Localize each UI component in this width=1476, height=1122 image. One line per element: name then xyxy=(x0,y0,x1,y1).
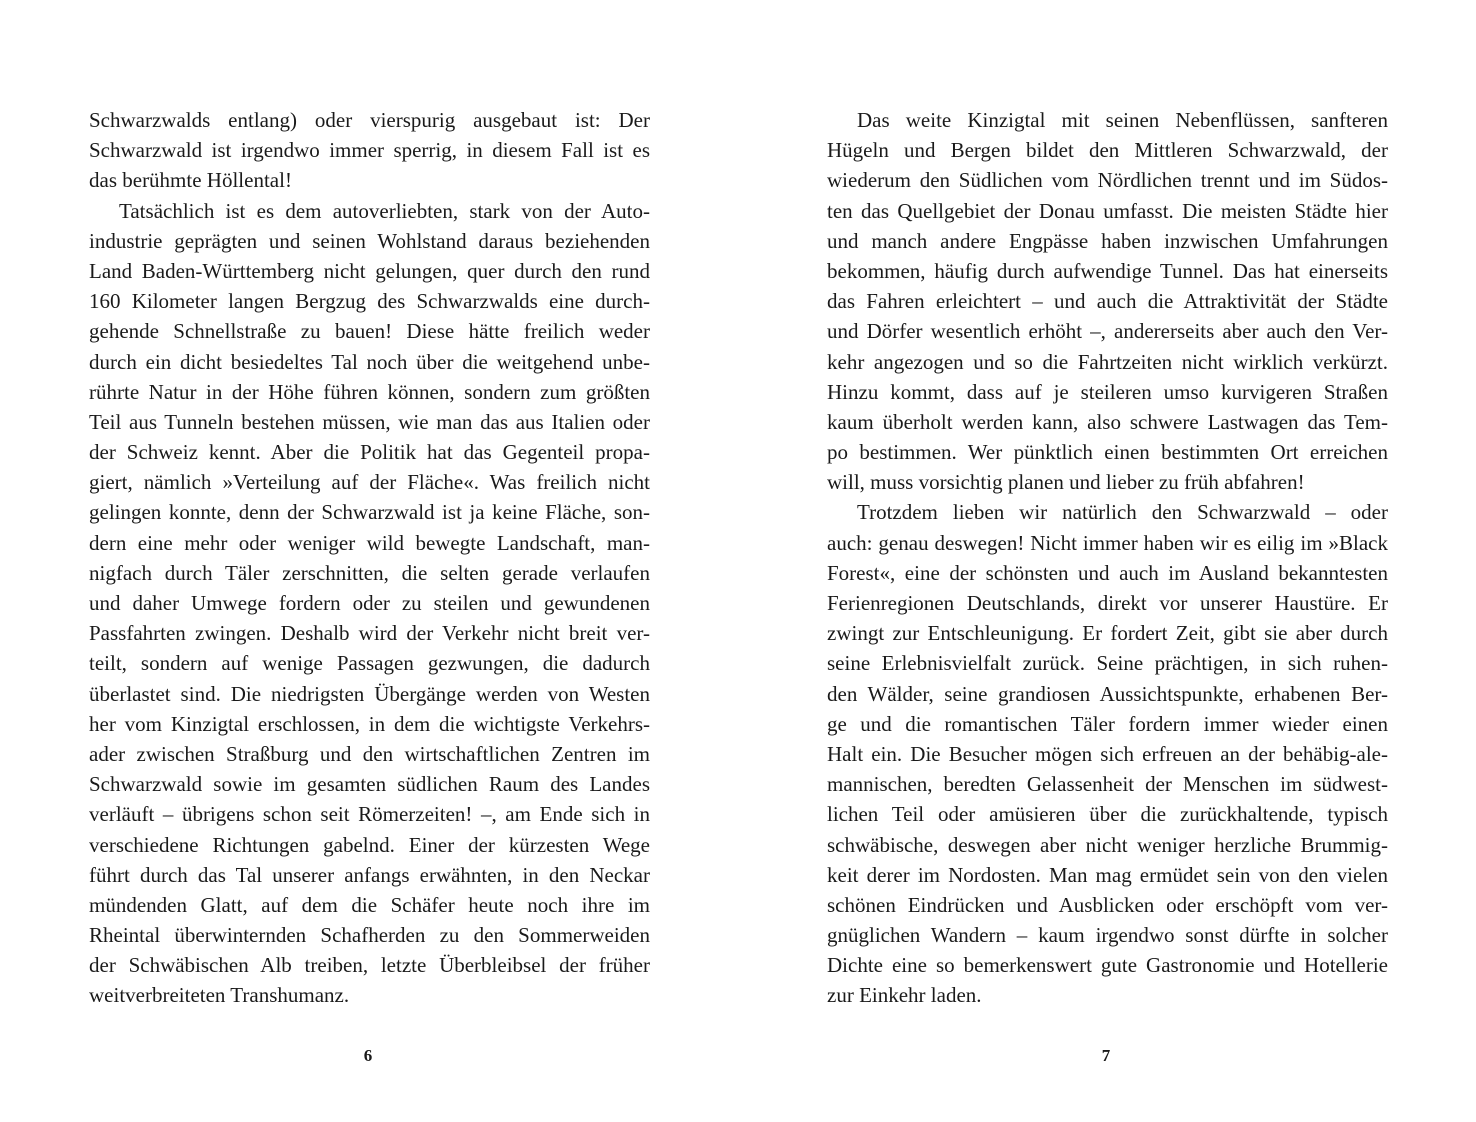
text-line: keit derer im Nordosten. Man mag ermüdet sein von den vielen xyxy=(827,862,1388,887)
text-line: und manch andere Engpässe haben inzwischen Umfahrungen xyxy=(827,228,1388,253)
text-line: zwingt zur Entschleunigung. Er fordert Zeit, gibt sie aber durch xyxy=(827,621,1388,646)
text-line: ten das Quellgebiet der Donau umfasst. Die meisten Städte hier xyxy=(827,198,1388,223)
text-line: Das weite Kinzigtal mit seinen Nebenflüssen, sanfteren xyxy=(857,108,1388,132)
text-line: ge und die romantischen Täler fordern immer wieder einen xyxy=(827,711,1388,736)
text-line: Halt ein. Die Besucher mögen sich erfreuen an der behäbig-ale- xyxy=(827,741,1388,766)
text-line: kaum überholt werden kann, also schwere Lastwagen das Tem- xyxy=(827,409,1388,434)
text-line: will, muss vorsichtig planen und lieber zu früh abfahren! xyxy=(827,470,1305,495)
text-line: und daher Umwege fordern oder zu steilen und gewundenen xyxy=(89,591,650,615)
text-line: verläuft – übrigens schon seit Römerzeiten! –, am Ende sich in xyxy=(89,802,650,827)
text-line: seine Erlebnisvielfalt zurück. Seine prächtigen, in sich ruhen- xyxy=(827,651,1388,676)
text-line: 160 Kilometer langen Bergzug des Schwarzwalds eine durch- xyxy=(89,289,650,314)
text-line: po bestimmen. Wer pünktlich einen bestimmten Ort erreichen xyxy=(827,440,1388,465)
text-line: schönen Eindrücken und Ausblicken oder erschöpft vom ver- xyxy=(827,892,1388,917)
text-line: der Schwäbischen Alb treiben, letzte Überbleibsel der früher xyxy=(89,953,650,978)
text-line: gelingen konnte, denn der Schwarzwald ist ja keine Fläche, son- xyxy=(89,500,650,525)
text-line: Ferienregionen Deutschlands, direkt vor unserer Haustüre. Er xyxy=(827,591,1388,615)
text-line: auch: genau deswegen! Nicht immer haben wir es eilig im »Black xyxy=(827,530,1388,555)
text-line: und Dörfer wesentlich erhöht –, andererseits aber auch den Ver- xyxy=(827,319,1388,344)
text-line: Hinzu kommt, dass auf je steileren umso kurvigeren Straßen xyxy=(827,379,1388,404)
text-line: Passfahrten zwingen. Deshalb wird der Verkehr nicht breit ver- xyxy=(89,621,650,646)
text-line: führt durch das Tal unserer anfangs erwähnten, in den Neckar xyxy=(89,862,650,887)
text-line: Schwarzwalds entlang) oder vierspurig ausgebaut ist: Der xyxy=(89,108,650,132)
text-line: verschiedene Richtungen gabelnd. Einer der kürzesten Wege xyxy=(89,832,650,857)
text-line: wiederum den Südlichen vom Nördlichen trennt und im Südos- xyxy=(827,168,1388,193)
text-line: gehende Schnellstraße zu bauen! Diese hätte freilich weder xyxy=(89,319,650,344)
left-page-text xyxy=(89,105,650,1011)
text-line: rührte Natur in der Höhe führen können, sondern zum größten xyxy=(89,379,650,404)
text-line: das berühmte Höllental! xyxy=(89,168,292,193)
text-line: teilt, sondern auf wenige Passagen gezwungen, die dadurch xyxy=(89,651,650,676)
text-line: mannischen, beredten Gelassenheit der Menschen im südwest- xyxy=(827,772,1388,797)
text-line: überlastet sind. Die niedrigsten Übergänge werden von Westen xyxy=(89,681,650,706)
text-line: nigfach durch Täler zerschnitten, die selten gerade verlaufen xyxy=(89,560,650,585)
text-line: her vom Kinzigtal erschlossen, in dem die wichtigste Verkehrs- xyxy=(89,711,650,736)
text-line: dern eine mehr oder weniger wild bewegte Landschaft, man- xyxy=(89,530,650,555)
text-line: Schwarzwald sowie im gesamten südlichen Raum des Landes xyxy=(89,772,650,797)
text-line: kehr angezogen und so die Fahrtzeiten nicht wirklich verkürzt. xyxy=(827,349,1388,374)
text-line: giert, nämlich »Verteilung auf der Fläche«. Was freilich nicht xyxy=(89,470,650,495)
text-line: Forest«, eine der schönsten und auch im Ausland bekanntesten xyxy=(827,560,1388,585)
text-line: der Schweiz kennt. Aber die Politik hat das Gegenteil propa- xyxy=(89,440,650,465)
text-line: Trotzdem lieben wir natürlich den Schwarzwald – oder xyxy=(857,500,1388,525)
text-line: Land Baden-Württemberg nicht gelungen, quer durch den rund xyxy=(89,258,650,283)
right-page-text xyxy=(827,105,1388,1011)
text-line: Tatsächlich ist es dem autoverliebten, stark von der Auto- xyxy=(119,198,650,223)
text-line: Schwarzwald ist irgendwo immer sperrig, in diesem Fall ist es xyxy=(89,138,650,163)
text-line: ader zwischen Straßburg und den wirtschaftlichen Zentren im xyxy=(89,741,650,766)
page-number-left: 6 xyxy=(363,1046,373,1065)
text-line: den Wälder, seine grandiosen Aussichtspunkte, erhabenen Ber- xyxy=(827,681,1388,706)
text-line: bekommen, häufig durch aufwendige Tunnel. Das hat einerseits xyxy=(827,258,1388,283)
text-line: lichen Teil oder amüsieren über die zurückhaltende, typisch xyxy=(827,802,1388,827)
text-line: Hügeln und Bergen bildet den Mittleren Schwarzwald, der xyxy=(827,138,1388,163)
text-line: Dichte eine so bemerkenswert gute Gastronomie und Hotellerie xyxy=(827,953,1388,978)
text-line: das Fahren erleichtert – und auch die Attraktivität der Städte xyxy=(827,289,1388,314)
text-line: durch ein dicht besiedeltes Tal noch über die weitgehend unbe- xyxy=(89,349,650,374)
text-line: weitverbreiteten Transhumanz. xyxy=(89,983,350,1008)
text-line: zur Einkehr laden. xyxy=(827,983,982,1008)
page-number-right: 7 xyxy=(1101,1046,1111,1065)
text-line: gnüglichen Wandern – kaum irgendwo sonst dürfte in solcher xyxy=(827,923,1388,948)
text-line: Rheintal überwinternden Schafherden zu den Sommerweiden xyxy=(89,923,650,948)
text-line: mündenden Glatt, auf dem die Schäfer heute noch ihre im xyxy=(89,892,650,917)
text-line: Teil aus Tunneln bestehen müssen, wie man das aus Italien oder xyxy=(89,409,650,434)
text-line: industrie geprägten und seinen Wohlstand daraus beziehenden xyxy=(89,228,650,253)
text-line: schwäbische, deswegen aber nicht weniger herzliche Brummig- xyxy=(827,832,1388,857)
